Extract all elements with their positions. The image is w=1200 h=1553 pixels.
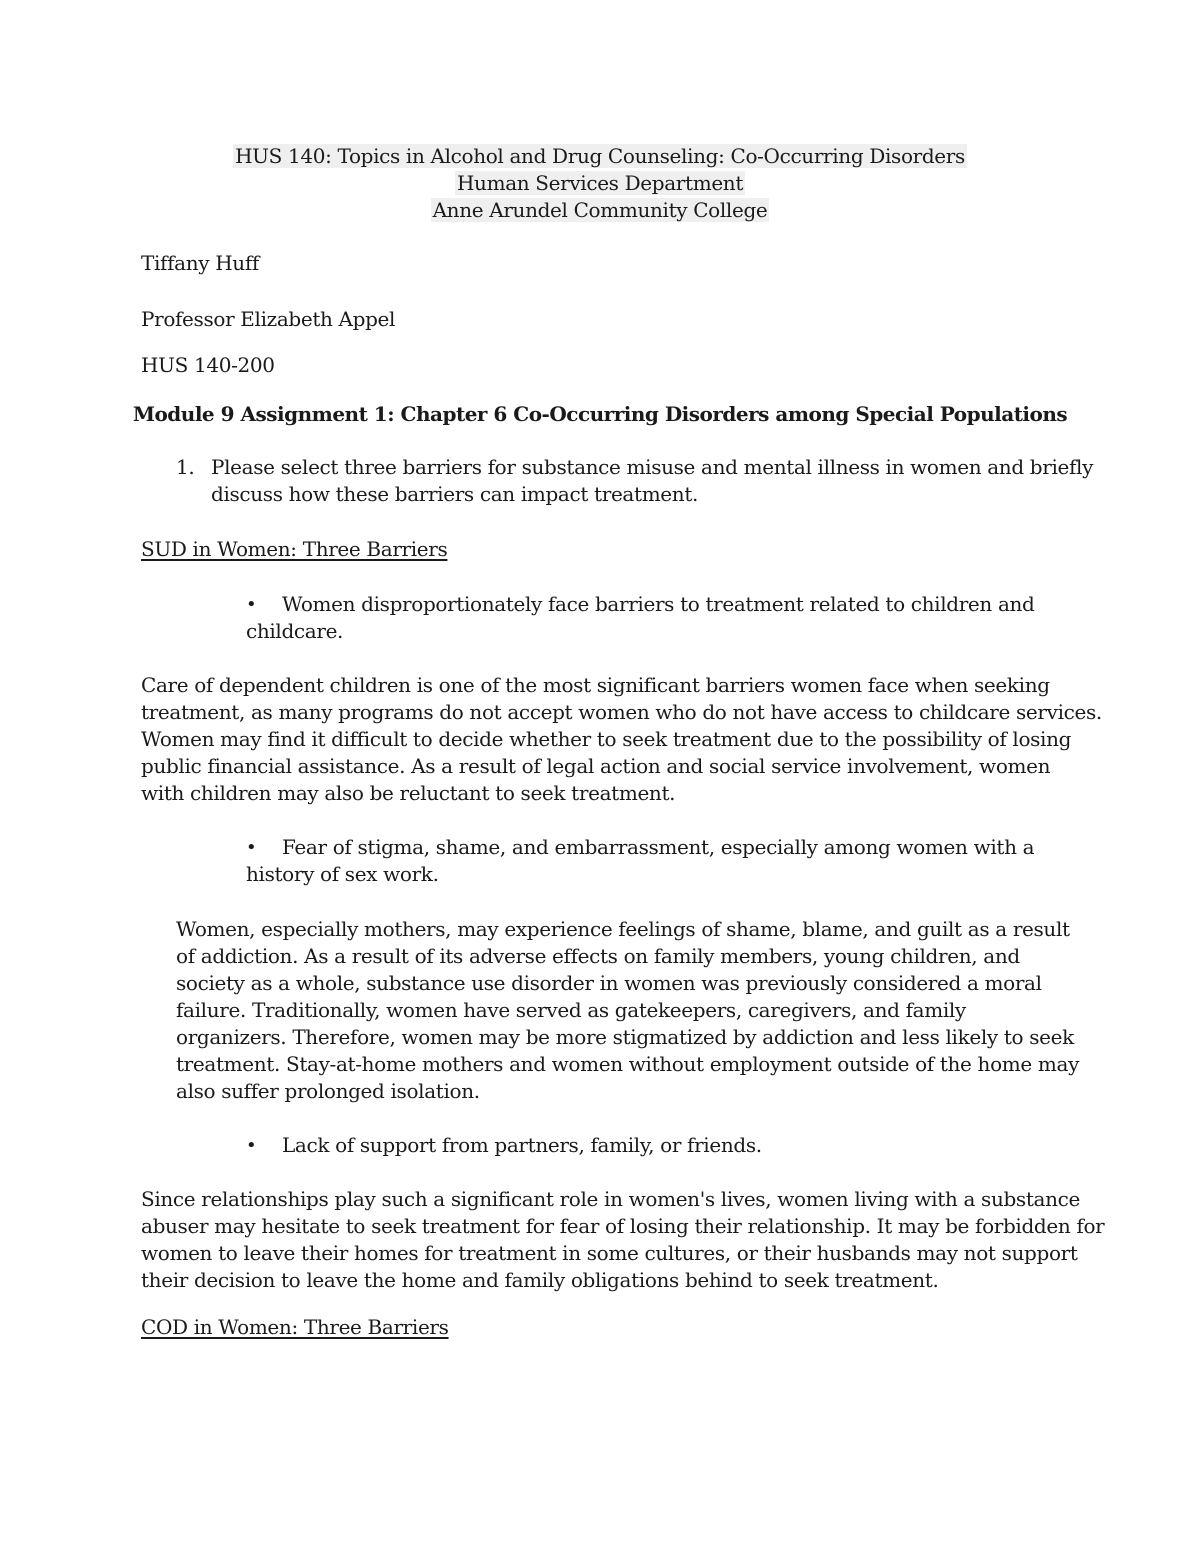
barrier-2-line-2: history of sex work. — [246, 862, 439, 886]
paragraph-3-line: Since relationships play such a significant role in women's lives, women living with a substance — [141, 1187, 1080, 1211]
college-line — [0, 197, 1200, 224]
paragraph-1-line: with children may also be reluctant to seek treatment. — [141, 781, 676, 805]
assignment-title: Module 9 Assignment 1: Chapter 6 Co-Occurring Disorders among Special Populations — [132, 402, 1068, 426]
paragraph-2-line: organizers. Therefore, women may be more stigmatized by addiction and less likely to seek — [176, 1025, 1074, 1049]
paragraph-3-line: women to leave their homes for treatment in some cultures, or their husbands may not support — [141, 1241, 1078, 1265]
course-title-line — [0, 143, 1200, 170]
paragraph-2-line: treatment. Stay-at-home mothers and women without employment outside of the home may — [176, 1052, 1080, 1076]
course-section: HUS 140-200 — [141, 353, 275, 377]
question-line-1: Please select three barriers for substance misuse and mental illness in women and briefly — [211, 455, 1094, 479]
paragraph-1-line: Women may find it difficult to decide whether to seek treatment due to the possibility of losing — [141, 727, 1072, 751]
question-line-2: discuss how these barriers can impact treatment. — [211, 482, 699, 506]
department-name: Human Services Department — [456, 171, 744, 195]
paragraph-1-line: public financial assistance. As a result of legal action and social service involvement, women — [141, 754, 1051, 778]
barrier-1-line-2: childcare. — [246, 619, 344, 643]
bullet-icon: • — [246, 837, 257, 858]
question-number: 1. — [176, 455, 195, 479]
paragraph-1-line: Care of dependent children is one of the most significant barriers women face when seeking — [141, 673, 1050, 697]
course-title: HUS 140: Topics in Alcohol and Drug Counseling: Co-Occurring Disorders — [235, 144, 965, 168]
bullet-icon: • — [246, 594, 257, 615]
department-line — [0, 170, 1200, 197]
paragraph-1-line: treatment, as many programs do not accept women who do not have access to childcare services. — [141, 700, 1102, 724]
cod-section-heading: COD in Women: Three Barriers — [141, 1315, 449, 1339]
student-name: Tiffany Huff — [141, 251, 259, 275]
college-name: Anne Arundel Community College — [432, 198, 768, 222]
barrier-2-line-1: Fear of stigma, shame, and embarrassment, especially among women with a — [282, 835, 1035, 859]
paragraph-3-line: their decision to leave the home and family obligations behind to seek treatment. — [141, 1268, 939, 1292]
paragraph-2-line: society as a whole, substance use disorder in women was previously considered a moral — [176, 971, 1042, 995]
paragraph-2-line: failure. Traditionally, women have served as gatekeepers, caregivers, and family — [176, 998, 966, 1022]
paragraph-2-line: also suffer prolonged isolation. — [176, 1079, 480, 1103]
paragraph-2-line: Women, especially mothers, may experience feelings of shame, blame, and guilt as a result — [176, 917, 1070, 941]
paragraph-2-line: of addiction. As a result of its adverse effects on family members, young children, and — [176, 944, 1020, 968]
barrier-1-line-1: Women disproportionately face barriers to treatment related to children and — [282, 592, 1035, 616]
professor-name: Professor Elizabeth Appel — [141, 307, 396, 331]
sud-section-heading: SUD in Women: Three Barriers — [141, 537, 448, 561]
barrier-3-line-1: Lack of support from partners, family, or friends. — [282, 1133, 762, 1157]
paragraph-3-line: abuser may hesitate to seek treatment for fear of losing their relationship. It may be forbidden for — [141, 1214, 1105, 1238]
bullet-icon: • — [246, 1135, 257, 1156]
